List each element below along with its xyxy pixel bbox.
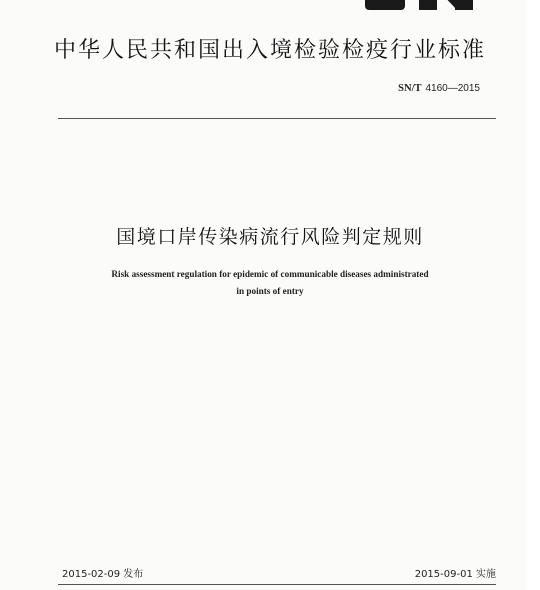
title-chinese: 国境口岸传染病流行风险判定规则 (116, 226, 424, 248)
issuing-organization: 中华人民共和国出入境检验检疫行业标准 (53, 38, 486, 63)
title-english-line-2: in points of entry (236, 286, 304, 296)
standard-prefix: SN/T (398, 83, 422, 94)
standard-number (398, 83, 480, 94)
issue-date: 2015-02-09 发布 (62, 569, 144, 580)
bottom-divider (58, 584, 496, 585)
title-english (40, 266, 500, 300)
sn-logo (363, 0, 483, 14)
implementation-date: 2015-09-01 实施 (414, 569, 496, 580)
standard-code: 4160—2015 (425, 83, 480, 94)
page-edge (526, 0, 540, 590)
top-divider (58, 118, 496, 119)
title-english-line-1: Risk assessment regulation for epidemic of communicable diseases administrated (111, 269, 429, 279)
